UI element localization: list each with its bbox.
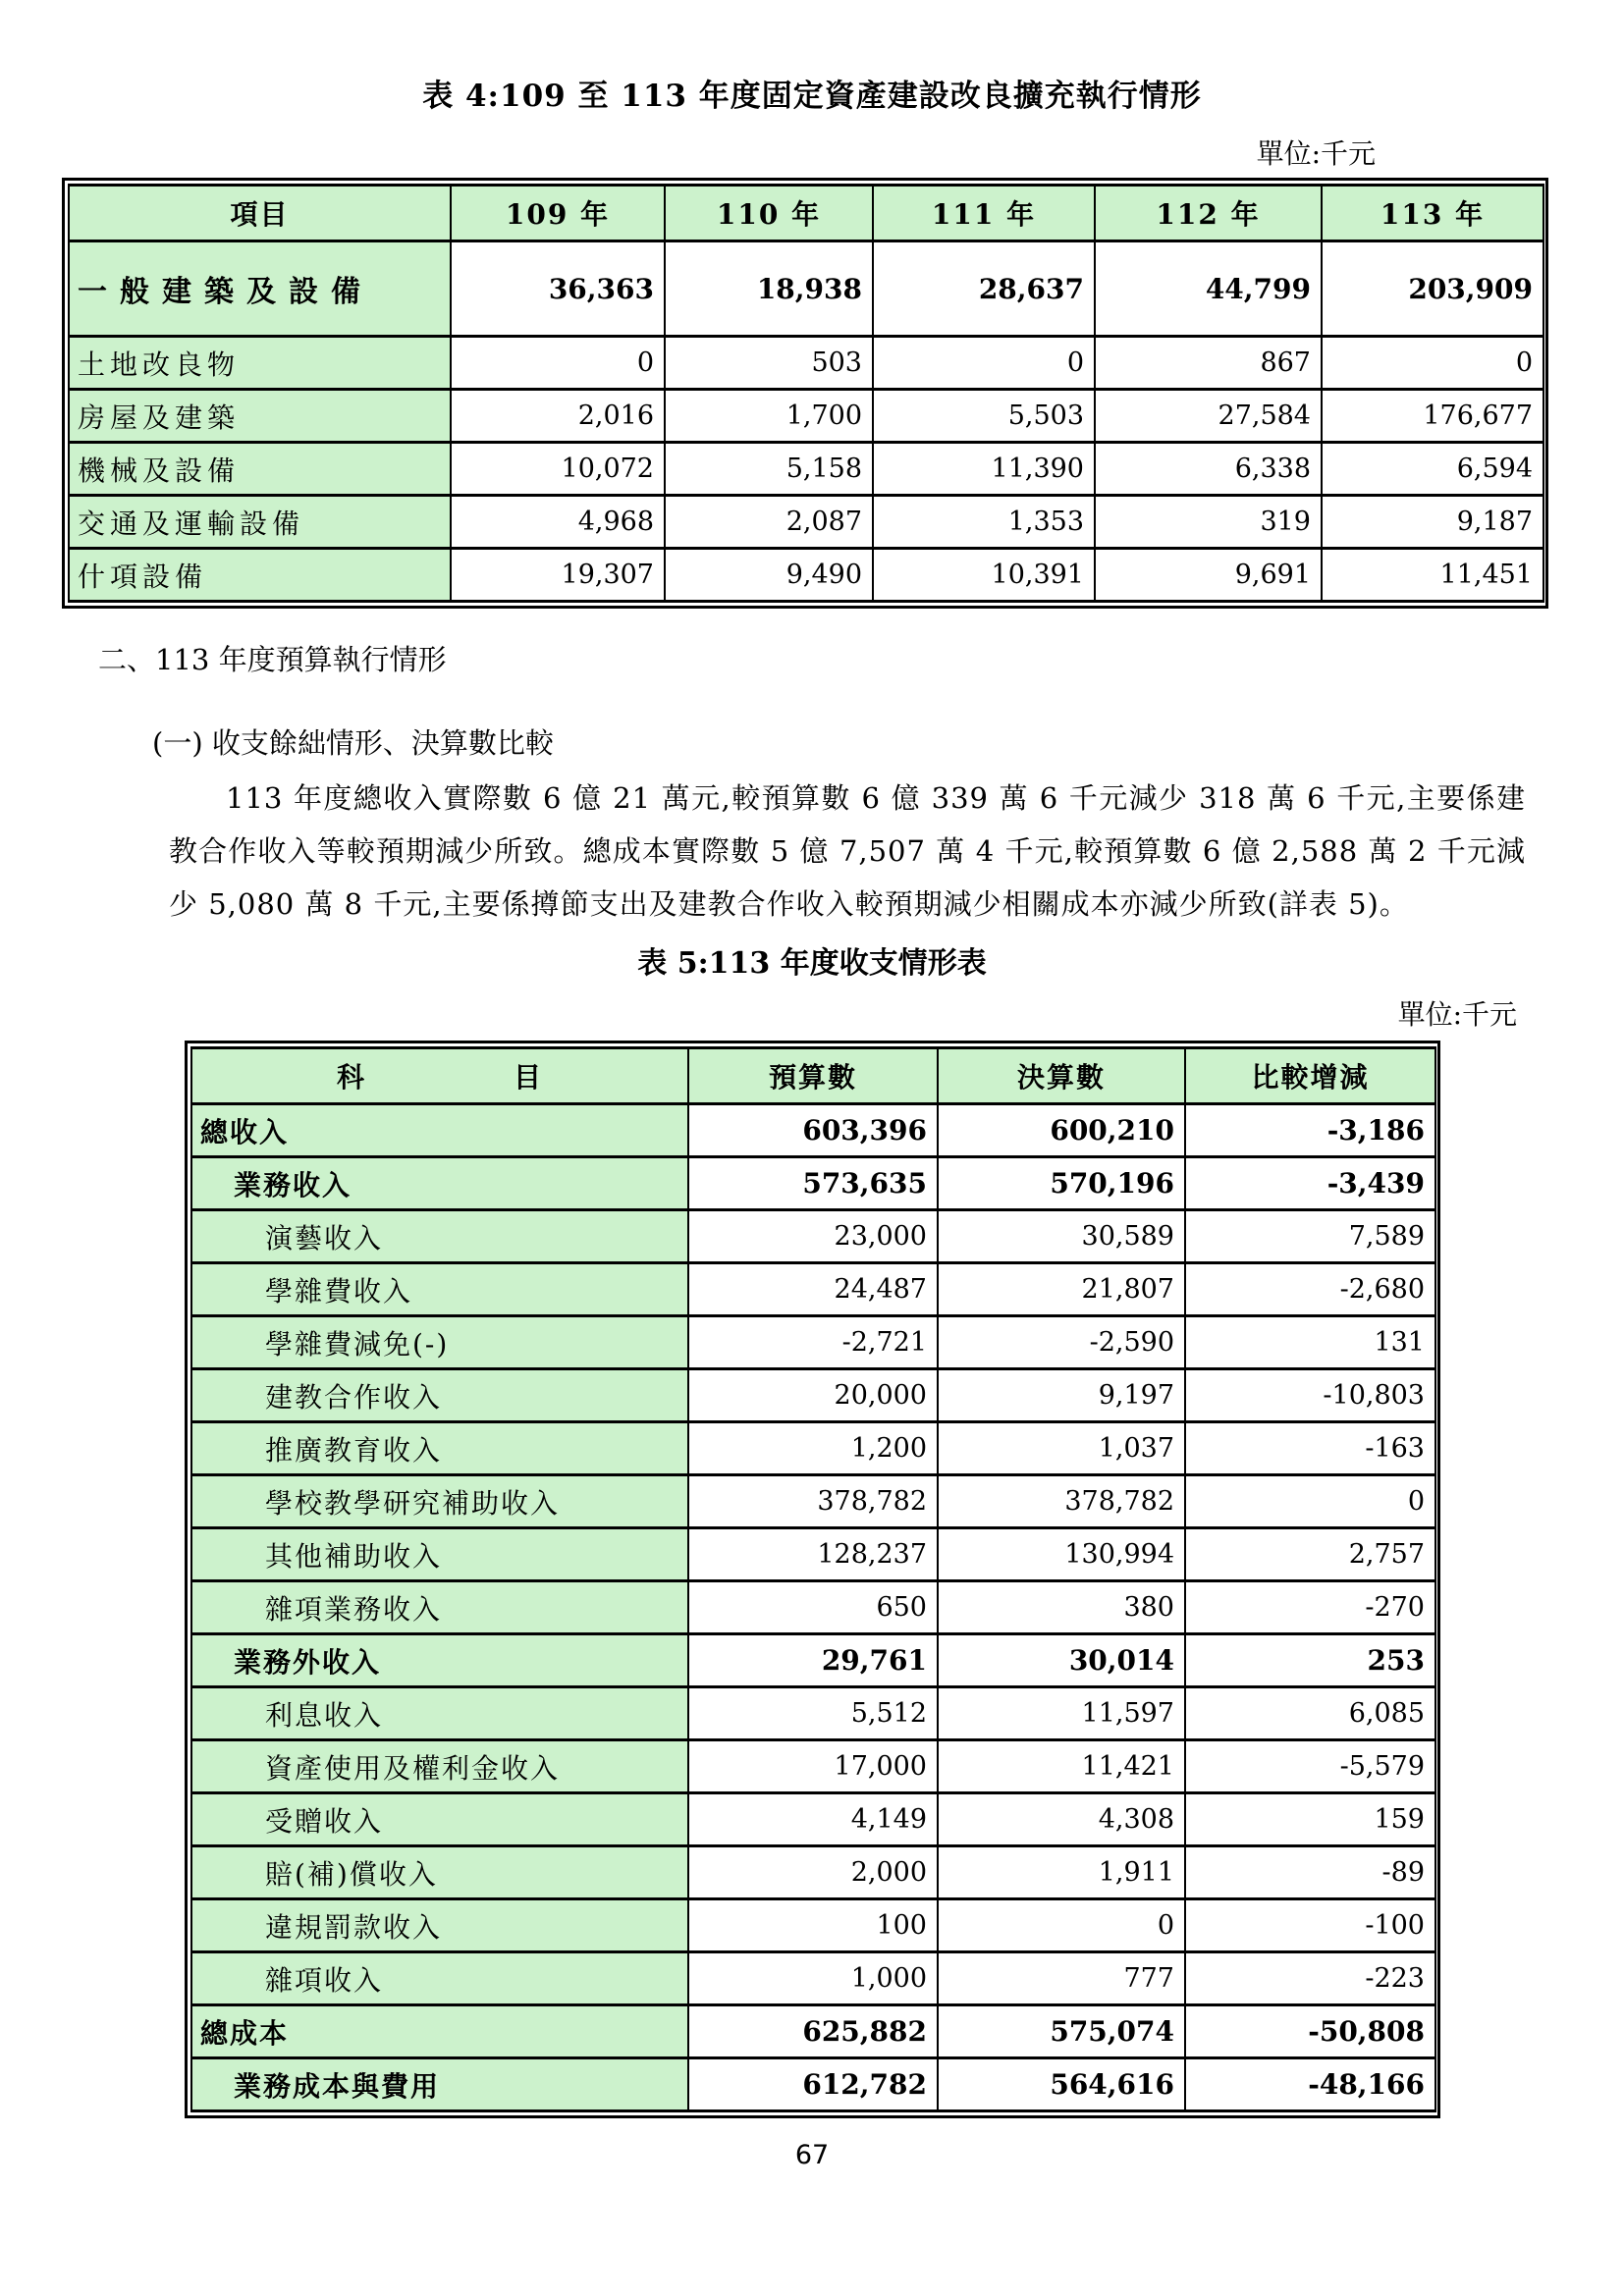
table4-row — [69, 443, 1543, 496]
table4-cell-value: 1,353 — [873, 496, 1095, 549]
table5-cell-value: -5,579 — [1185, 1740, 1435, 1793]
table5-row — [191, 1157, 1435, 1210]
table4-cell-value: 10,391 — [873, 549, 1095, 602]
table5-row — [191, 1369, 1435, 1422]
table4-cell-value: 6,338 — [1095, 443, 1322, 496]
table4-row-label: 土地改良物 — [69, 337, 451, 390]
table5-cell-value: -50,808 — [1185, 2005, 1435, 2058]
table5 — [185, 1041, 1440, 2118]
table4-cell-value: 28,637 — [873, 241, 1095, 337]
table5-cell-value: 131 — [1185, 1316, 1435, 1369]
table5-cell-value: 2,757 — [1185, 1528, 1435, 1581]
table4-cell-value: 0 — [451, 337, 665, 390]
table5-unit-label: 單位:千元 — [1397, 998, 1517, 1031]
table4-cell-value: 10,072 — [451, 443, 665, 496]
section-paragraph: 113 年度總收入實際數 6 億 21 萬元,較預算數 6 億 339 萬 6 千元減少 318 萬 6 千元,主要係建教合作收入等較預期減少所致。總成本實際數 5 億 7,507 萬 4 千元,較預算數 6 億 2,588 萬 2 千元減少 5,080 萬 8 千元,主要係撙節支出及建教合作收入較預期減少相關成本亦減少所致(詳表 5)。 — [169, 781, 1526, 921]
table5-row — [191, 1634, 1435, 1687]
table5-row-label: 違規罰款收入 — [191, 1899, 688, 1952]
table5-cell-value: -270 — [1185, 1581, 1435, 1634]
table5-cell-value: 1,000 — [688, 1952, 938, 2005]
table5-cell-value: 570,196 — [938, 1157, 1185, 1210]
table4-header-year-112: 112 年 — [1095, 186, 1322, 241]
table5-cell-value: 0 — [1185, 1475, 1435, 1528]
table5-row — [191, 1316, 1435, 1369]
table5-row-label: 學雜費收入 — [191, 1263, 688, 1316]
table4-cell-value: 19,307 — [451, 549, 665, 602]
table4-row-label: 交通及運輸設備 — [69, 496, 451, 549]
table5-cell-value: 17,000 — [688, 1740, 938, 1793]
table4-cell-value: 4,968 — [451, 496, 665, 549]
table5-row — [191, 1263, 1435, 1316]
table4-cell-value: 2,016 — [451, 390, 665, 443]
table5-cell-value: 30,589 — [938, 1210, 1185, 1263]
table4-row — [69, 496, 1543, 549]
table5-row-label: 推廣教育收入 — [191, 1422, 688, 1475]
table5-row — [191, 1740, 1435, 1793]
table4-header-item: 項目 — [69, 186, 451, 241]
table4-header-year-109: 109 年 — [451, 186, 665, 241]
table5-cell-value: -163 — [1185, 1422, 1435, 1475]
table5-header-account: 科 目 — [191, 1048, 688, 1104]
table5-cell-value: 29,761 — [688, 1634, 938, 1687]
table5-grid — [190, 1046, 1436, 2112]
table5-row — [191, 2058, 1435, 2111]
table5-row-label: 學校教學研究補助收入 — [191, 1475, 688, 1528]
table4-row — [69, 549, 1543, 602]
table5-cell-value: 612,782 — [688, 2058, 938, 2111]
table4-cell-value: 18,938 — [665, 241, 873, 337]
table5-cell-value: 20,000 — [688, 1369, 938, 1422]
table5-cell-value: 30,014 — [938, 1634, 1185, 1687]
table4-cell-value: 203,909 — [1322, 241, 1543, 337]
table4-cell-value: 9,187 — [1322, 496, 1543, 549]
table4-title: 表 4:109 至 113 年度固定資產建設改良擴充執行情形 — [422, 79, 1202, 114]
table5-header-final: 決算數 — [938, 1048, 1185, 1104]
table5-cell-value: 6,085 — [1185, 1687, 1435, 1740]
table4-cell-value: 176,677 — [1322, 390, 1543, 443]
table4-cell-value: 5,158 — [665, 443, 873, 496]
table5-cell-value: -2,590 — [938, 1316, 1185, 1369]
table4-row — [69, 241, 1543, 337]
table4-cell-value: 319 — [1095, 496, 1322, 549]
table4-cell-value: 6,594 — [1322, 443, 1543, 496]
table5-cell-value: 5,512 — [688, 1687, 938, 1740]
table4-cell-value: 867 — [1095, 337, 1322, 390]
table5-row-label: 雜項業務收入 — [191, 1581, 688, 1634]
table5-cell-value: -10,803 — [1185, 1369, 1435, 1422]
table5-cell-value: 1,200 — [688, 1422, 938, 1475]
table5-cell-value: 21,807 — [938, 1263, 1185, 1316]
table4-cell-value: 11,390 — [873, 443, 1095, 496]
table4-cell-value: 9,490 — [665, 549, 873, 602]
table4-header-row — [69, 186, 1543, 241]
table4-cell-value: 9,691 — [1095, 549, 1322, 602]
table4-cell-value: 0 — [873, 337, 1095, 390]
table5-cell-value: 625,882 — [688, 2005, 938, 2058]
table5-row — [191, 1528, 1435, 1581]
table5-row-label: 建教合作收入 — [191, 1369, 688, 1422]
table4-cell-value: 1,700 — [665, 390, 873, 443]
table5-title: 表 5:113 年度收支情形表 — [637, 946, 987, 981]
table4-header-year-111: 111 年 — [873, 186, 1095, 241]
table5-cell-value: 603,396 — [688, 1104, 938, 1157]
table5-cell-value: -100 — [1185, 1899, 1435, 1952]
table5-cell-value: -2,721 — [688, 1316, 938, 1369]
table5-cell-value: -3,439 — [1185, 1157, 1435, 1210]
table4-cell-value: 5,503 — [873, 390, 1095, 443]
table5-row — [191, 2005, 1435, 2058]
table5-row-label: 業務外收入 — [191, 1634, 688, 1687]
table5-cell-value: -223 — [1185, 1952, 1435, 2005]
table5-row-label: 總成本 — [191, 2005, 688, 2058]
table5-cell-value: 2,000 — [688, 1846, 938, 1899]
table5-row — [191, 1422, 1435, 1475]
table4-row-label: 一般建築及設備 — [69, 241, 451, 337]
table5-cell-value: 1,911 — [938, 1846, 1185, 1899]
table5-header-row — [191, 1048, 1435, 1104]
table4-unit-label: 單位:千元 — [1256, 137, 1376, 170]
table5-cell-value: 253 — [1185, 1634, 1435, 1687]
table5-row — [191, 1104, 1435, 1157]
table4-row-label: 機械及設備 — [69, 443, 451, 496]
table4-cell-value: 11,451 — [1322, 549, 1543, 602]
table5-row — [191, 1581, 1435, 1634]
section-subheading: (一) 收支餘絀情形、決算數比較 — [152, 726, 554, 760]
table4-cell-value: 2,087 — [665, 496, 873, 549]
table5-cell-value: -48,166 — [1185, 2058, 1435, 2111]
page-number: 67 — [794, 2140, 830, 2170]
table5-row-label: 利息收入 — [191, 1687, 688, 1740]
table5-row-label: 總收入 — [191, 1104, 688, 1157]
table5-cell-value: 600,210 — [938, 1104, 1185, 1157]
table5-cell-value: 378,782 — [688, 1475, 938, 1528]
table4 — [62, 178, 1548, 609]
table5-header-budget: 預算數 — [688, 1048, 938, 1104]
table4-grid — [68, 184, 1544, 603]
table5-cell-value: 378,782 — [938, 1475, 1185, 1528]
table5-cell-value: 130,994 — [938, 1528, 1185, 1581]
table5-cell-value: 128,237 — [688, 1528, 938, 1581]
table4-cell-value: 503 — [665, 337, 873, 390]
table5-cell-value: 4,149 — [688, 1793, 938, 1846]
table5-row-label: 受贈收入 — [191, 1793, 688, 1846]
table5-row — [191, 1793, 1435, 1846]
table5-cell-value: 777 — [938, 1952, 1185, 2005]
table5-row — [191, 1475, 1435, 1528]
table5-cell-value: 573,635 — [688, 1157, 938, 1210]
table5-cell-value: 575,074 — [938, 2005, 1185, 2058]
table5-row-label: 其他補助收入 — [191, 1528, 688, 1581]
table4-row — [69, 390, 1543, 443]
table5-cell-value: 7,589 — [1185, 1210, 1435, 1263]
table5-cell-value: 650 — [688, 1581, 938, 1634]
table5-cell-value: 11,597 — [938, 1687, 1185, 1740]
table5-row-label: 雜項收入 — [191, 1952, 688, 2005]
table4-cell-value: 27,584 — [1095, 390, 1322, 443]
table4-row — [69, 337, 1543, 390]
table5-row-label: 業務成本與費用 — [191, 2058, 688, 2111]
table5-cell-value: 100 — [688, 1899, 938, 1952]
table5-row-label: 學雜費減免(-) — [191, 1316, 688, 1369]
table5-row-label: 業務收入 — [191, 1157, 688, 1210]
table4-row-label: 房屋及建築 — [69, 390, 451, 443]
table5-body — [191, 1104, 1435, 2111]
table5-row — [191, 1952, 1435, 2005]
table5-cell-value: 380 — [938, 1581, 1185, 1634]
table5-cell-value: -89 — [1185, 1846, 1435, 1899]
table5-header-variance: 比較增減 — [1185, 1048, 1435, 1104]
table5-cell-value: 564,616 — [938, 2058, 1185, 2111]
table5-row-label: 賠(補)償收入 — [191, 1846, 688, 1899]
table4-body — [69, 241, 1543, 602]
table5-cell-value: 0 — [938, 1899, 1185, 1952]
table5-row-label: 資產使用及權利金收入 — [191, 1740, 688, 1793]
table5-cell-value: 1,037 — [938, 1422, 1185, 1475]
table4-cell-value: 44,799 — [1095, 241, 1322, 337]
table5-row — [191, 1687, 1435, 1740]
table4-cell-value: 0 — [1322, 337, 1543, 390]
table5-cell-value: -3,186 — [1185, 1104, 1435, 1157]
table5-row — [191, 1846, 1435, 1899]
table5-cell-value: 4,308 — [938, 1793, 1185, 1846]
table5-cell-value: -2,680 — [1185, 1263, 1435, 1316]
table5-row-label: 演藝收入 — [191, 1210, 688, 1263]
table5-row — [191, 1899, 1435, 1952]
table5-cell-value: 9,197 — [938, 1369, 1185, 1422]
section-heading: 二、113 年度預算執行情形 — [98, 643, 447, 676]
table5-cell-value: 11,421 — [938, 1740, 1185, 1793]
table5-cell-value: 24,487 — [688, 1263, 938, 1316]
table4-header-year-110: 110 年 — [665, 186, 873, 241]
table4-header-year-113: 113 年 — [1322, 186, 1543, 241]
table4-row-label: 什項設備 — [69, 549, 451, 602]
table4-cell-value: 36,363 — [451, 241, 665, 337]
table5-cell-value: 159 — [1185, 1793, 1435, 1846]
table5-row — [191, 1210, 1435, 1263]
table5-cell-value: 23,000 — [688, 1210, 938, 1263]
